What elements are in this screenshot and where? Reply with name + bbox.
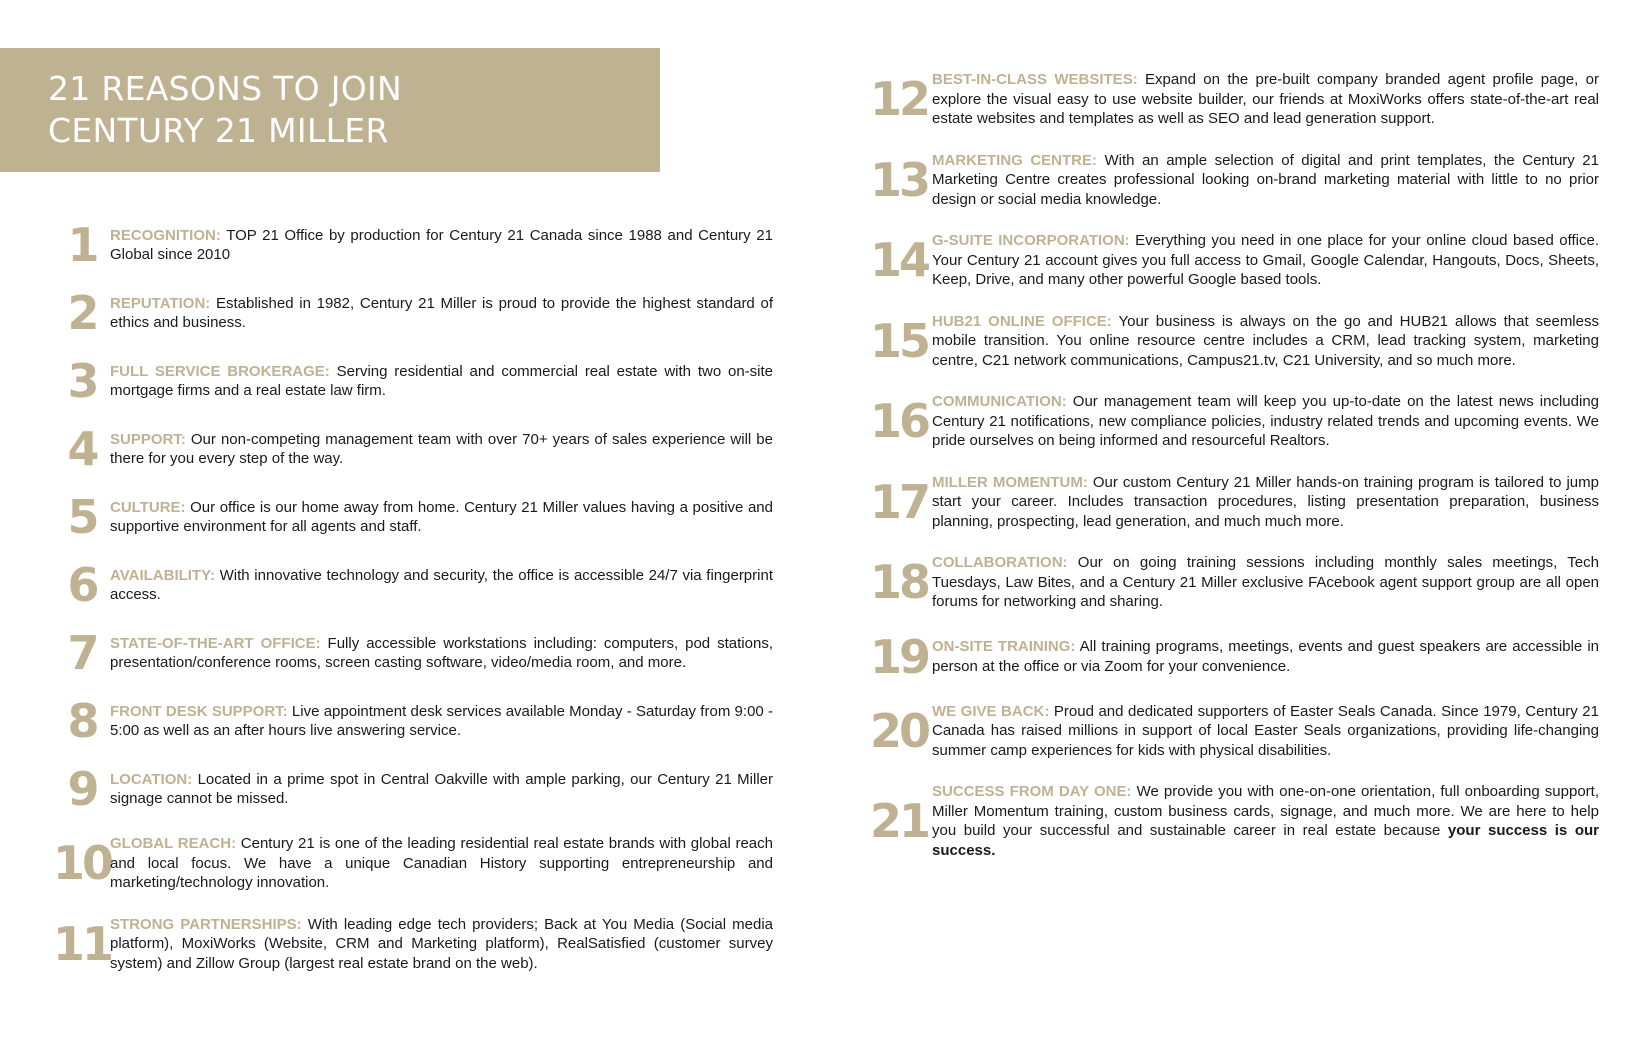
- reason-item-20: [866, 702, 1599, 761]
- reason-text: [932, 782, 1599, 860]
- reason-text: [932, 231, 1599, 290]
- reason-label: MILLER MOMENTUM:: [932, 473, 1088, 491]
- reason-description: Our office is our home away from home. Century 21 Miller values having a positive and supportive environment for all agents and staff.: [110, 498, 773, 535]
- reason-text: [110, 702, 773, 741]
- reason-item-3: [50, 354, 774, 408]
- reason-item-12: [866, 70, 1599, 129]
- reason-number: 6: [67, 558, 97, 612]
- reason-item-19: [866, 629, 1599, 684]
- reason-description: Serving residential and commercial real estate with two on-site mortgage firms and a real estate law firm.: [110, 362, 774, 399]
- reason-bold-tail: your success is our success.: [932, 822, 1599, 859]
- reason-label: COLLABORATION:: [932, 554, 1068, 571]
- reason-item-4: [50, 422, 773, 476]
- reason-number: 3: [67, 354, 97, 408]
- reason-text: [932, 312, 1599, 371]
- reason-label: GLOBAL REACH:: [110, 835, 237, 852]
- reason-item-9: [50, 762, 773, 816]
- reason-number: 17: [869, 474, 928, 529]
- reason-label: RECOGNITION:: [110, 226, 221, 244]
- reason-text: [110, 430, 773, 469]
- reason-item-14: [866, 231, 1599, 290]
- reason-number: 15: [869, 313, 928, 368]
- reason-number: 8: [67, 694, 97, 748]
- reason-description: With an ample selection of digital and print templates, the Century 21 Marketing Centre creates professional looking on-brand marketing material with little to no prior design or social media knowledge.: [932, 151, 1599, 208]
- reason-item-13: [866, 151, 1599, 210]
- reason-item-16: [866, 392, 1599, 451]
- reason-description: Live appointment desk services available Monday - Saturday from 9:00 - 5:00 as well as an after hours live answering service.: [110, 702, 773, 739]
- reason-label: SUPPORT:: [110, 430, 186, 448]
- reason-description: With leading edge tech providers; Back at You Media (Social media platform), MoxiWorks (Website, CRM and Marketing platform), RealSatisfied (customer survey system) and Zillow Group (largest real estate brand on the web).: [110, 915, 773, 972]
- reason-label: STATE-OF-THE-ART OFFICE:: [110, 634, 321, 652]
- reason-item-15: [866, 312, 1599, 371]
- reason-description: Everything you need in one place for your online cloud based office. Your Century 21 account gives you full access to Gmail, Google Calendar, Hangouts, Docs, Sheets, Keep, Drive, and many other powerful Google based tools.: [932, 232, 1599, 288]
- reason-label: LOCATION:: [110, 770, 193, 788]
- reason-number: 7: [67, 626, 97, 680]
- reason-number: 10: [52, 836, 111, 891]
- reason-description: Our on going training sessions including monthly sales meetings, Tech Tuesdays, Law Bites, and a Century 21 Miller exclusive FAcebook agent support group are all open forums for networking and sharing.: [932, 554, 1599, 610]
- reason-text: [110, 362, 773, 401]
- reason-description: All training programs, meetings, events and guest speakers are accessible in person at the office or via Zoom for your convenience.: [932, 638, 1599, 675]
- reason-label: FRONT DESK SUPPORT:: [110, 702, 288, 720]
- reason-description: With innovative technology and security, the office is accessible 24/7 via fingerprint access.: [110, 566, 773, 603]
- reason-text: [932, 151, 1599, 210]
- reason-number: 14: [869, 233, 928, 288]
- reason-description: Located in a prime spot in Central Oakville with ample parking, our Century 21 Miller signage cannot be missed.: [110, 770, 773, 807]
- reason-label: REPUTATION:: [110, 294, 211, 312]
- reason-description: Our non-competing management team with over 70+ years of sales experience will be there for you every step of the way.: [110, 430, 773, 467]
- page-title-line-1: 21 REASONS TO JOIN: [48, 69, 403, 108]
- reason-label: COMMUNICATION:: [932, 393, 1067, 410]
- reason-number: 19: [869, 629, 928, 684]
- reason-text: [932, 553, 1599, 612]
- reason-description: We provide you with one-on-one orientation, full onboarding support, Miller Momentum training, custom business cards, signage, and much more. We are here to help you build your successful and sustainable career in real estate because: [932, 783, 1599, 839]
- reason-number: 13: [869, 152, 928, 207]
- reason-number: 16: [869, 394, 928, 449]
- reason-item-1: [50, 218, 773, 272]
- reason-item-10: [50, 834, 773, 893]
- reason-item-2: [50, 286, 773, 340]
- reason-label: MARKETING CENTRE:: [932, 151, 1097, 169]
- reason-text: [110, 498, 773, 537]
- reason-text: [932, 473, 1599, 532]
- reason-description: Established in 1982, Century 21 Miller is proud to provide the highest standard of ethics and business.: [110, 294, 773, 331]
- title-banner: [0, 48, 660, 172]
- reason-label: STRONG PARTNERSHIPS:: [110, 915, 302, 933]
- reason-description: Century 21 is one of the leading residential real estate brands with global reach and local focus. We have a unique Canadian History supporting entrepreneurship and marketing/technology innovation.: [110, 835, 773, 891]
- reason-text: [110, 294, 773, 333]
- reason-label: G-SUITE INCORPORATION:: [932, 232, 1130, 249]
- reason-label: ON-SITE TRAINING:: [932, 638, 1076, 655]
- reason-number: 20: [869, 703, 928, 758]
- reason-label: FULL SERVICE BROKERAGE:: [110, 362, 330, 380]
- reason-text: [110, 770, 773, 809]
- page-title-line-2: CENTURY 21 MILLER: [48, 111, 389, 150]
- reason-description: Your business is always on the go and HUB21 allows that seemless mobile transition. You online resource centre includes a CRM, lead tracking system, marketing centre, C21 network communications, Campus21.tv, C21 University, and so much more.: [932, 312, 1599, 369]
- reason-text: [110, 834, 773, 893]
- reason-item-6: [50, 558, 773, 612]
- reason-item-17: [866, 473, 1599, 532]
- reason-text: [932, 637, 1599, 676]
- reason-description: TOP 21 Office by production for Century 21 Canada since 1988 and Century 21 Global since 2010: [110, 226, 773, 263]
- reason-item-7: [50, 626, 773, 680]
- reason-item-21: [866, 782, 1599, 860]
- reason-number: 11: [52, 916, 111, 971]
- reason-number: 5: [67, 490, 97, 544]
- reason-item-8: [50, 694, 773, 748]
- reason-text: [932, 392, 1599, 451]
- reason-label: BEST-IN-CLASS WEBSITES:: [932, 71, 1138, 88]
- reason-number: 18: [869, 555, 928, 610]
- reason-label: SUCCESS FROM DAY ONE:: [932, 783, 1132, 800]
- reason-text: [110, 634, 773, 673]
- reason-text: [110, 915, 773, 974]
- reason-item-11: [50, 915, 773, 974]
- reason-description: Proud and dedicated supporters of Easter Seals Canada. Since 1979, Century 21 Canada has raised millions in support of local Easter Seals organizations, providing life-changing summer camp experiences for kids with physical disabilities.: [932, 702, 1599, 759]
- reason-number: 4: [67, 422, 97, 476]
- reason-number: 21: [869, 794, 928, 848]
- reason-text: [110, 566, 773, 605]
- reason-label: HUB21 ONLINE OFFICE:: [932, 312, 1112, 330]
- reason-item-5: [50, 490, 773, 544]
- reason-description: Our management team will keep you up-to-date on the latest news including Century 21 notifications, new compliance policies, industry related trends and upcoming events. We pride ourselves on being informed and resourceful Realtors.: [932, 393, 1599, 449]
- reasons-column-left: [50, 218, 774, 973]
- reasons-column-right: [866, 70, 1599, 860]
- reason-number: 1: [67, 218, 97, 272]
- reason-number: 9: [67, 762, 97, 816]
- reason-number: 2: [67, 286, 97, 340]
- reason-description: Expand on the pre-built company branded agent profile page, or explore the visual easy to use website builder, our friends at MoxiWorks offers state-of-the-art real estate websites and templates as well as SEO and lead generation support.: [932, 71, 1599, 127]
- reason-description: Fully accessible workstations including: computers, pod stations, presentation/conference rooms, screen casting software, video/media room, and more.: [110, 634, 773, 671]
- reason-text: [110, 226, 773, 265]
- reason-label: AVAILABILITY:: [110, 566, 215, 584]
- reason-item-18: [866, 553, 1599, 612]
- reason-description: Our custom Century 21 Miller hands-on training program is tailored to jump start your career. Includes transaction procedures, listing presentation preparation, business planning, prospecting, lead generation, and much much more.: [932, 473, 1599, 530]
- reason-number: 12: [869, 72, 928, 127]
- reason-label: CULTURE:: [110, 498, 186, 516]
- reason-label: WE GIVE BACK:: [932, 702, 1050, 720]
- reason-text: [932, 702, 1599, 761]
- reason-text: [932, 70, 1599, 129]
